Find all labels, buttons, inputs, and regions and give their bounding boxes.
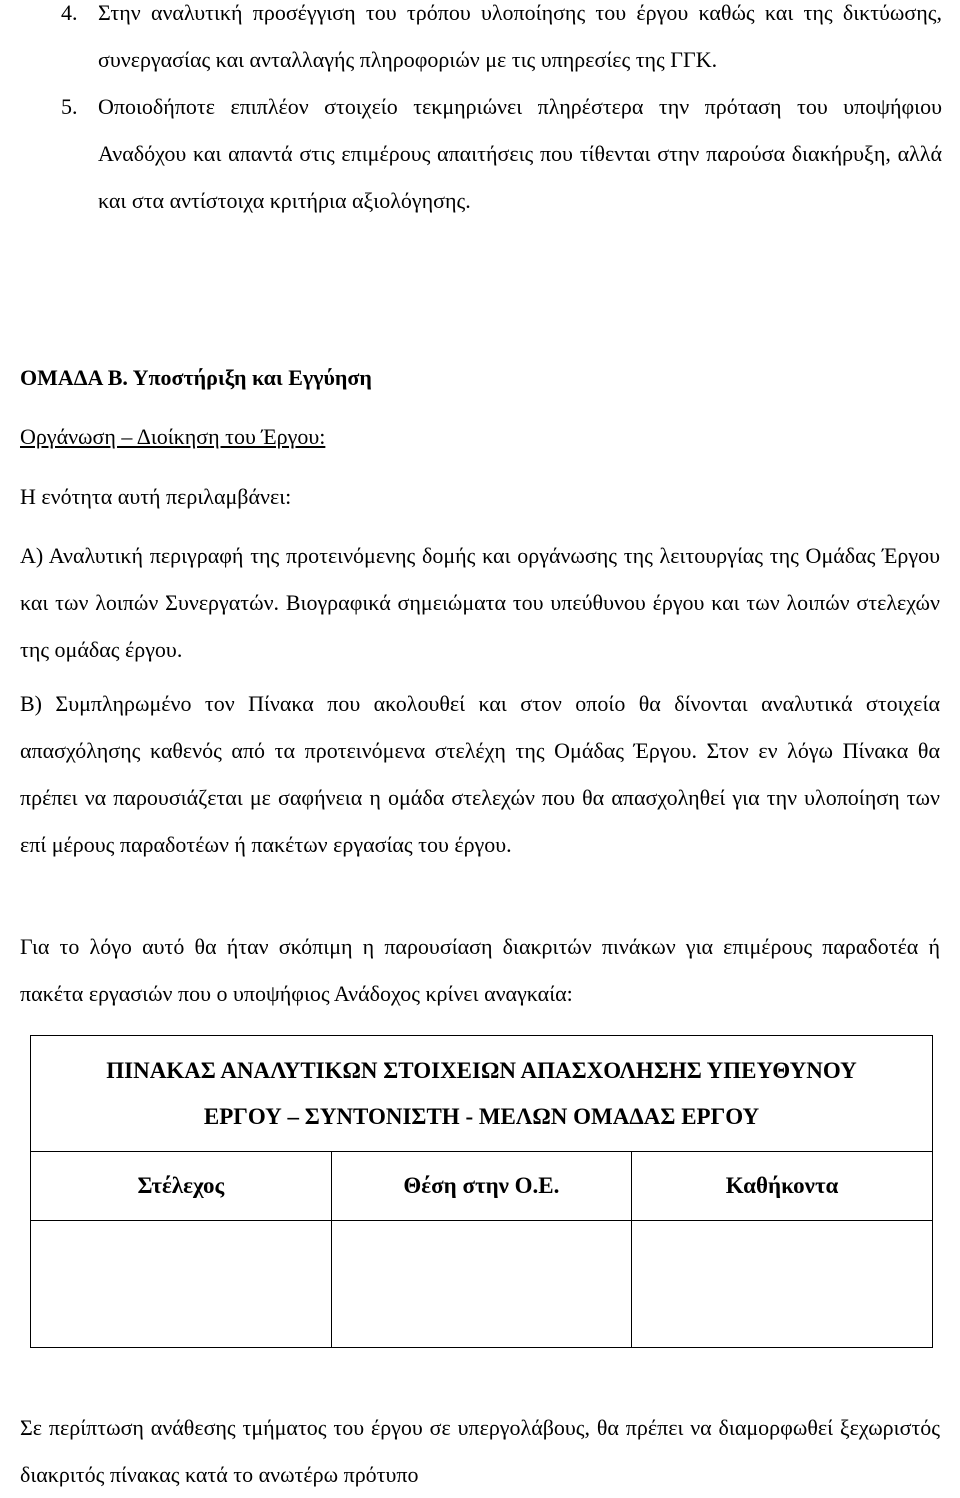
section-heading: ΟΜΑΔΑ Β. Υποστήριξη και Εγγύηση — [20, 365, 372, 390]
closing-paragraph: Σε περίπτωση ανάθεσης τμήματος του έργου σε υπεργολάβους, θα πρέπει να διαμορφωθεί ξεχωριστός διακριτός πίνακας κατά το ανωτέρω πρότυπο — [20, 1415, 940, 1487]
list-item — [20, 0, 942, 83]
column-header: Στέλεχος — [31, 1152, 332, 1221]
table-cell — [31, 1221, 332, 1348]
paragraph-a: Α) Αναλυτική περιγραφή της προτεινόμενης δομής και οργάνωσης της λειτουργίας της Ομάδας Έργου και των λοιπών Συνεργατών. Βιογραφικά σημειώματα του υπεύθυνου έργου και των λοιπών στελεχών της ομάδας έργου. — [20, 543, 940, 662]
list-item — [20, 83, 942, 224]
table-title — [31, 1036, 933, 1152]
paragraph-c: Για το λόγο αυτό θα ήταν σκόπιμη η παρουσίαση διακριτών πινάκων για επιμέρους παραδοτέα ή πακέτα εργασιών που ο υποψήφιος Ανάδοχος κρίνει αναγκαία: — [20, 934, 940, 1006]
column-header: Καθήκοντα — [632, 1152, 933, 1221]
column-header: Θέση στην Ο.Ε. — [331, 1152, 631, 1221]
paragraph-b: Β) Συμπληρωμένο τον Πίνακα που ακολουθεί και στον οποίο θα δίνονται αναλυτικά στοιχεία απασχόλησης καθενός από τα προτεινόμενα στελέχη της Ομάδας Έργου. Στον εν λόγω Πίνακα θα πρέπει να παρουσιάζεται με σαφήνεια η ομάδα στελεχών που θα απασχοληθεί για την υλοποίηση των επί μέρους παραδοτέων ή πακέτων εργασίας του έργου. — [20, 691, 940, 857]
numbered-list — [20, 0, 942, 224]
table-title-line: ΠΙΝΑΚΑΣ ΑΝΑΛΥΤΙΚΩΝ ΣΤΟΙΧΕΙΩΝ ΑΠΑΣΧΟΛΗΣΗΣ ΥΠΕΥΘΥΝΟΥ — [106, 1057, 857, 1083]
table-cell — [632, 1221, 933, 1348]
list-number: 5. — [61, 94, 78, 119]
list-text: Οποιοδήποτε επιπλέον στοιχείο τεκμηριώνει πληρέστερα την πρόταση του υποψήφιου Αναδόχου και απαντά στις επιμέρους απαιτήσεις που τίθενται στην παρούσα διακήρυξη, αλλά και στα αντίστοιχα κριτήρια αξιολόγησης. — [98, 94, 942, 213]
table-title-line: ΕΡΓΟΥ – ΣΥΝΤΟΝΙΣΤΗ - ΜΕΛΩΝ ΟΜΑΔΑΣ ΕΡΓΟΥ — [203, 1103, 760, 1129]
table-cell — [331, 1221, 631, 1348]
staff-table — [30, 1035, 933, 1348]
list-number: 4. — [61, 0, 78, 25]
intro-text: Η ενότητα αυτή περιλαμβάνει: — [20, 484, 292, 509]
list-text: Στην αναλυτική προσέγγιση του τρόπου υλοποίησης του έργου καθώς και της δικτύωσης, συνεργασίας και ανταλλαγής πληροφοριών με τις υπηρεσίες της ΓΓΚ. — [98, 0, 942, 72]
subheading: Οργάνωση – Διοίκηση του Έργου: — [20, 424, 326, 449]
